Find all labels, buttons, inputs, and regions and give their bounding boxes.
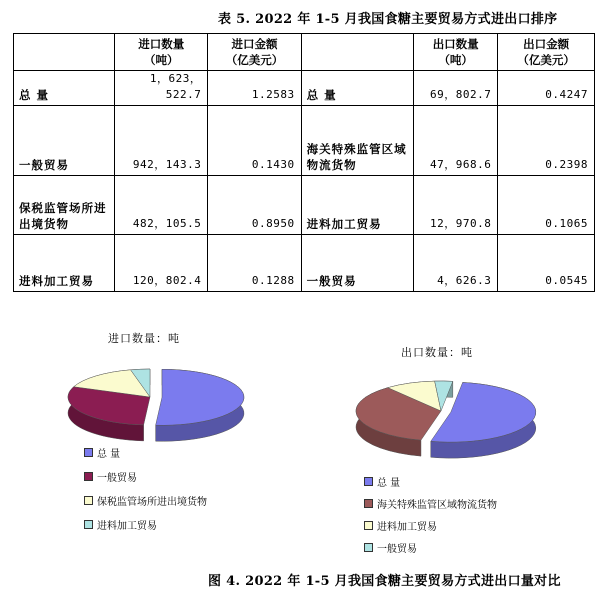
import-name: 保税监管场所进出境货物 xyxy=(14,176,115,235)
legend-swatch xyxy=(84,496,93,505)
table-title: 表 5. 2022 年 1-5 月我国食糖主要贸易方式进出口排序 xyxy=(218,12,558,27)
legend-item xyxy=(84,440,207,464)
export-value: 0.2398 xyxy=(498,106,595,176)
table-row xyxy=(14,176,595,235)
header-export-value: 出口金额 （亿美元） xyxy=(498,34,595,71)
legend-swatch xyxy=(364,543,373,552)
import-qty: 482，105.5 xyxy=(115,176,208,235)
import-name: 进料加工贸易 xyxy=(14,235,115,292)
import-value: 0.1430 xyxy=(208,106,301,176)
legend-label: 总 量 xyxy=(97,448,121,460)
import-qty: 1，623，522.7 xyxy=(115,71,208,106)
export-value: 0.1065 xyxy=(498,176,595,235)
legend-swatch xyxy=(364,521,373,530)
legend-item xyxy=(364,514,497,536)
header-blank-export xyxy=(301,34,413,71)
legend-label: 总 量 xyxy=(377,477,401,489)
export-name: 海关特殊监管区域物流货物 xyxy=(301,106,413,176)
import-value: 0.8950 xyxy=(208,176,301,235)
import-qty: 120，802.4 xyxy=(115,235,208,292)
header-import-value: 进口金额 （亿美元） xyxy=(208,34,301,71)
export-qty: 12，970.8 xyxy=(414,176,498,235)
legend-item xyxy=(364,470,497,492)
import-pie xyxy=(68,369,244,441)
legend-item xyxy=(84,488,207,512)
import-value: 1.2583 xyxy=(208,71,301,106)
import-name: 一般贸易 xyxy=(14,106,115,176)
legend-swatch xyxy=(84,448,93,457)
export-chart-title: 出口数量：吨 xyxy=(401,346,473,359)
table-row xyxy=(14,71,595,106)
import-name: 总 量 xyxy=(14,71,115,106)
header-export-qty: 出口数量 （吨） xyxy=(414,34,498,71)
legend-label: 进料加工贸易 xyxy=(97,520,157,532)
import-value: 0.1288 xyxy=(208,235,301,292)
import-chart-title: 进口数量：吨 xyxy=(108,332,180,345)
header-blank-import xyxy=(14,34,115,71)
export-value: 0.4247 xyxy=(498,71,595,106)
legend-item xyxy=(364,492,497,514)
table-header-row xyxy=(14,34,595,71)
export-qty: 4，626.3 xyxy=(414,235,498,292)
legend-item xyxy=(364,536,497,558)
table-row xyxy=(14,235,595,292)
legend-swatch xyxy=(84,520,93,529)
legend-swatch xyxy=(84,472,93,481)
export-qty: 47，968.6 xyxy=(414,106,498,176)
legend-label: 一般贸易 xyxy=(377,543,417,555)
import-legend xyxy=(84,440,207,536)
export-pie xyxy=(356,381,536,458)
export-legend xyxy=(364,470,497,558)
export-value: 0.0545 xyxy=(498,235,595,292)
legend-swatch xyxy=(364,499,373,508)
trade-table xyxy=(13,33,595,292)
pie-charts-area xyxy=(0,300,603,565)
export-name: 总 量 xyxy=(301,71,413,106)
export-name: 一般贸易 xyxy=(301,235,413,292)
legend-label: 海关特殊监管区域物流货物 xyxy=(377,499,497,511)
figure-title: 图 4. 2022 年 1-5 月我国食糖主要贸易方式进出口量对比 xyxy=(208,574,561,589)
legend-item xyxy=(84,464,207,488)
import-qty: 942，143.3 xyxy=(115,106,208,176)
legend-label: 一般贸易 xyxy=(97,472,137,484)
legend-label: 保税监管场所进出境货物 xyxy=(97,496,207,508)
export-qty: 69，802.7 xyxy=(414,71,498,106)
legend-swatch xyxy=(364,477,373,486)
table-row xyxy=(14,106,595,176)
header-import-qty: 进口数量 （吨） xyxy=(115,34,208,71)
legend-label: 进料加工贸易 xyxy=(377,521,437,533)
legend-item xyxy=(84,512,207,536)
export-name: 进料加工贸易 xyxy=(301,176,413,235)
